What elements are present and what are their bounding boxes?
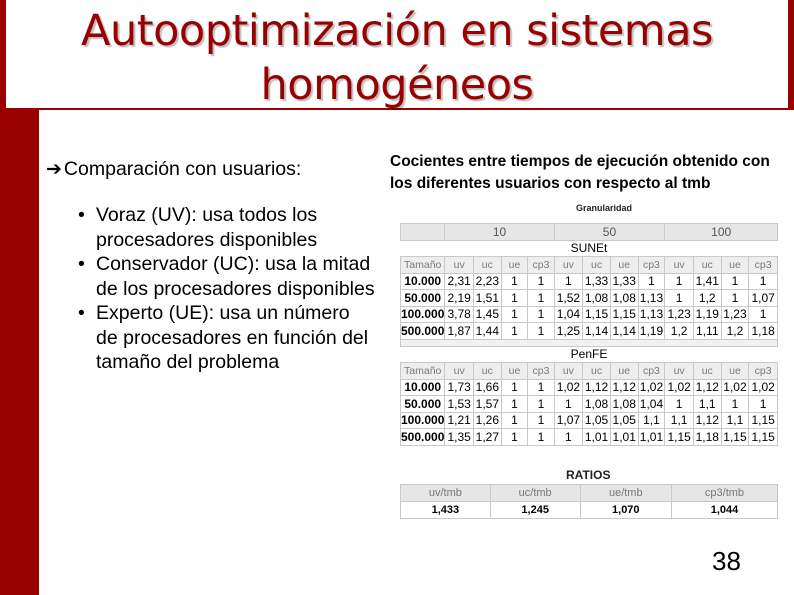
section-title-row xyxy=(401,240,778,257)
column-header: cp3 xyxy=(638,363,665,380)
value-cell: 1,52 xyxy=(554,290,583,307)
value-cell: 1,44 xyxy=(473,323,501,340)
ratios-title: RATIOS xyxy=(566,468,611,482)
value-cell: 1,07 xyxy=(554,412,583,429)
ratios-value-cell: 1,044 xyxy=(672,502,778,519)
value-cell: 1,08 xyxy=(610,290,638,307)
section-title-row xyxy=(401,346,778,363)
bullet-dot-icon: • xyxy=(78,253,85,275)
column-header: uc xyxy=(583,257,611,274)
value-cell: 1 xyxy=(749,396,778,413)
value-cell: 1,41 xyxy=(693,273,721,290)
value-cell: 1,02 xyxy=(554,379,583,396)
value-cell: 1,25 xyxy=(554,323,583,340)
column-header: ue xyxy=(721,363,749,380)
value-cell: 1 xyxy=(528,290,554,307)
value-cell: 1 xyxy=(665,290,694,307)
value-cell: 1 xyxy=(528,429,554,446)
value-cell: 1,15 xyxy=(749,412,778,429)
value-cell: 1 xyxy=(501,290,528,307)
column-header: ue xyxy=(501,257,528,274)
column-header: ue xyxy=(721,257,749,274)
column-header: uc xyxy=(583,363,611,380)
value-cell: 1,13 xyxy=(639,290,664,305)
value-cell: 1,02 xyxy=(749,379,778,396)
value-cell: 1,08 xyxy=(610,396,638,413)
column-header: uv xyxy=(665,257,694,274)
value-cell: 1,2 xyxy=(665,323,694,340)
value-cell: 1,15 xyxy=(749,429,778,446)
size-cell: 500.000 xyxy=(401,429,445,444)
size-cell: 50.000 xyxy=(401,290,445,307)
value-cell: 1 xyxy=(749,306,778,323)
value-cell: 1,01 xyxy=(583,429,611,446)
value-cell: 1,53 xyxy=(445,396,474,413)
value-cell: 1,33 xyxy=(610,273,638,290)
value-cell: 2,19 xyxy=(445,290,474,307)
section-title: PenFE xyxy=(401,346,778,363)
column-header-row xyxy=(401,257,778,274)
bullet-dot-icon: • xyxy=(78,302,85,324)
value-cell: 2,23 xyxy=(473,273,501,290)
granularity-row xyxy=(401,224,778,241)
value-cell: 1,19 xyxy=(693,306,721,323)
value-cell: 1 xyxy=(501,323,528,340)
value-cell: 1 xyxy=(528,306,554,323)
value-cell: 1,02 xyxy=(639,380,664,395)
value-cell: 1,35 xyxy=(445,429,474,446)
column-header: Tamaño xyxy=(401,363,445,380)
column-header: uc xyxy=(693,257,721,274)
column-header: uv xyxy=(554,363,583,380)
page-number: 38 xyxy=(712,546,741,576)
size-cell: 500.000 xyxy=(401,323,445,338)
value-cell: 1,19 xyxy=(639,323,664,338)
column-header: cp3 xyxy=(528,363,554,380)
bullet-list xyxy=(46,158,376,375)
value-cell: 1 xyxy=(501,306,528,323)
value-cell: 1,1 xyxy=(638,412,665,429)
value-cell: 1,2 xyxy=(693,290,721,307)
value-cell: 1 xyxy=(501,273,528,290)
value-cell: 1,21 xyxy=(445,412,474,429)
value-cell: 1 xyxy=(528,412,554,429)
value-cell: 1,12 xyxy=(693,412,721,429)
value-cell: 1,15 xyxy=(583,306,611,323)
value-cell: 1 xyxy=(638,273,665,290)
ratios-header-row xyxy=(401,485,778,502)
slide-title xyxy=(40,4,754,112)
table-caption: Cocientes entre tiempos de ejecución obtenido con los diferentes usuarios con respecto al tmb xyxy=(390,153,770,192)
value-cell: 1,01 xyxy=(610,429,638,446)
value-cell: 1,87 xyxy=(445,323,474,340)
value-cell: 1,07 xyxy=(749,290,778,307)
column-header-row xyxy=(401,363,778,380)
value-cell: 1 xyxy=(749,273,778,290)
arrow-right-icon: ➔ xyxy=(46,159,62,180)
title-line-2: homogéneos xyxy=(260,60,534,110)
sub-bullet-text: Voraz (UV): usa todos los procesadores disponibles xyxy=(96,204,318,251)
ratios-value-row xyxy=(401,502,778,519)
sub-bullet xyxy=(78,252,376,301)
value-cell: 1 xyxy=(554,396,583,413)
value-cell: 1 xyxy=(721,396,749,413)
value-cell: 1 xyxy=(501,412,528,429)
value-cell: 1,12 xyxy=(583,379,611,396)
table-row xyxy=(401,412,778,429)
section-title: SUNEt xyxy=(401,240,778,257)
value-cell: 1,01 xyxy=(639,429,664,444)
value-cell: 1 xyxy=(501,396,528,413)
value-cell: 1,66 xyxy=(473,379,501,396)
ratios-value-cell: 1,433 xyxy=(401,502,491,519)
column-header: cp3 xyxy=(638,257,665,274)
value-cell: 1,15 xyxy=(721,429,749,446)
size-cell: 50.000 xyxy=(401,396,445,413)
sub-bullet xyxy=(78,301,376,375)
value-cell: 1,1 xyxy=(665,412,694,429)
value-cell: 1,02 xyxy=(665,379,694,396)
value-cell: 1,13 xyxy=(639,307,664,322)
table-row xyxy=(401,290,778,307)
granularity-corner xyxy=(401,224,445,241)
value-cell: 1,26 xyxy=(473,412,501,429)
ratios-value-cell: 1,070 xyxy=(580,502,671,519)
column-header: cp3 xyxy=(749,257,778,274)
title-line-1: Autooptimización en sistemas xyxy=(81,6,713,56)
value-cell: 1,12 xyxy=(693,379,721,396)
column-header: uc xyxy=(693,363,721,380)
table-row xyxy=(401,429,778,446)
value-cell: 1,1 xyxy=(721,412,749,429)
ratios-value-cell: 1,245 xyxy=(490,502,580,519)
right-accent-top xyxy=(788,0,794,108)
column-header: ue xyxy=(501,363,528,380)
table-row xyxy=(401,273,778,290)
value-cell: 1 xyxy=(554,429,583,446)
value-cell: 1,02 xyxy=(721,379,749,396)
value-cell: 1 xyxy=(528,273,554,290)
value-cell: 3,78 xyxy=(445,306,474,323)
column-header: Tamaño xyxy=(401,257,445,274)
value-cell: 2,31 xyxy=(445,273,474,290)
sub-bullet-text: Conservador (UC): usa la mitad de los procesadores disponibles xyxy=(96,253,375,300)
sub-bullet-text: Experto (UE): usa un número de procesadores en función del tamaño del problema xyxy=(96,302,369,373)
value-cell: 1,08 xyxy=(583,290,611,307)
granularity-label: Granularidad xyxy=(576,203,633,213)
ratios-header-cell: ue/tmb xyxy=(580,485,671,502)
column-header: uv xyxy=(665,363,694,380)
value-cell: 1,15 xyxy=(665,429,694,446)
sub-bullet xyxy=(78,203,376,252)
value-cell: 1,23 xyxy=(721,306,749,323)
value-cell: 1,1 xyxy=(693,396,721,413)
column-header: cp3 xyxy=(528,257,554,274)
column-header: uc xyxy=(473,257,501,274)
size-cell: 100.000 xyxy=(401,307,445,322)
left-accent-bar xyxy=(0,110,39,595)
value-cell: 1 xyxy=(528,323,554,340)
ratios-header-cell: uv/tmb xyxy=(401,485,491,502)
value-cell: 1 xyxy=(501,379,528,396)
value-cell: 1,45 xyxy=(473,306,501,323)
granularity-cell: 100 xyxy=(665,224,778,241)
value-cell: 1,33 xyxy=(583,273,611,290)
column-header: uv xyxy=(445,257,474,274)
value-cell: 1,04 xyxy=(639,396,664,411)
granularity-cell: 10 xyxy=(445,224,554,241)
value-cell: 1,14 xyxy=(583,323,611,340)
results-table xyxy=(400,223,778,446)
ratios-header-cell: uc/tmb xyxy=(490,485,580,502)
column-header: uc xyxy=(473,363,501,380)
value-cell: 1 xyxy=(721,273,749,290)
size-cell: 10.000 xyxy=(401,379,445,396)
value-cell: 1,18 xyxy=(749,323,778,340)
value-cell: 1,2 xyxy=(721,323,749,340)
value-cell: 1 xyxy=(554,273,583,290)
value-cell: 1,05 xyxy=(610,412,638,429)
value-cell: 1,12 xyxy=(610,379,638,396)
granularity-cell: 50 xyxy=(554,224,665,241)
main-bullet-text: Comparación con usuarios: xyxy=(63,158,302,180)
ratios-table xyxy=(400,484,778,519)
value-cell: 1 xyxy=(665,273,694,290)
table-row xyxy=(401,306,778,323)
left-accent-top xyxy=(0,0,6,108)
column-header: uv xyxy=(554,257,583,274)
value-cell: 1,51 xyxy=(473,290,501,307)
ratios-header-cell: cp3/tmb xyxy=(672,485,778,502)
value-cell: 1,04 xyxy=(554,306,583,323)
column-header: cp3 xyxy=(749,363,778,380)
value-cell: 1 xyxy=(665,396,694,413)
value-cell: 1,08 xyxy=(583,396,611,413)
value-cell: 1,11 xyxy=(693,323,721,340)
column-header: ue xyxy=(610,363,638,380)
spacer-row xyxy=(401,339,778,346)
column-header: ue xyxy=(610,257,638,274)
main-bullet xyxy=(46,158,376,181)
value-cell: 1,23 xyxy=(665,306,694,323)
value-cell: 1,73 xyxy=(445,379,474,396)
table-row xyxy=(401,323,778,340)
bullet-dot-icon: • xyxy=(78,204,85,226)
value-cell: 1,57 xyxy=(473,396,501,413)
table-row xyxy=(401,396,778,413)
value-cell: 1,18 xyxy=(693,429,721,446)
value-cell: 1 xyxy=(501,429,528,446)
value-cell: 1,15 xyxy=(610,306,638,323)
size-cell: 10.000 xyxy=(401,273,445,290)
value-cell: 1 xyxy=(528,379,554,396)
spacer-cell xyxy=(401,339,778,346)
column-header: uv xyxy=(445,363,474,380)
value-cell: 1 xyxy=(528,396,554,413)
value-cell: 1,27 xyxy=(473,429,501,446)
size-cell: 100.000 xyxy=(401,413,445,428)
value-cell: 1,05 xyxy=(583,412,611,429)
table-row xyxy=(401,379,778,396)
sub-bullet-list xyxy=(46,203,376,375)
value-cell: 1 xyxy=(721,290,749,307)
value-cell: 1,14 xyxy=(610,323,638,340)
